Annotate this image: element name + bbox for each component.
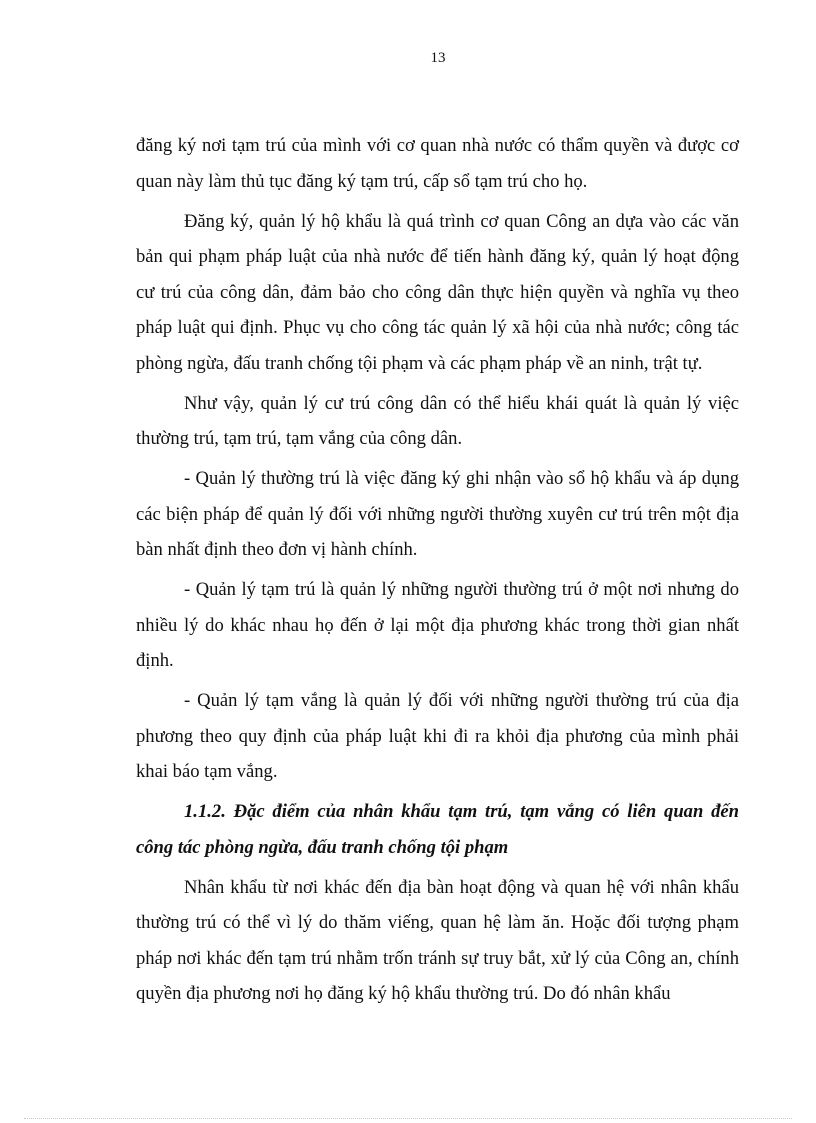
section-heading: 1.1.2. Đặc điểm của nhân khẩu tạm trú, tạm vắng có liên quan đến công tác phòng ngừa, đấu tranh chống tội phạm [136, 801, 739, 858]
paragraph-characteristics: Nhân khẩu từ nơi khác đến địa bàn hoạt động và quan hệ với nhân khẩu thường trú có thể vì lý do thăm viếng, quan hệ làm ăn. Hoặc đối tượng phạm pháp nơi khác đến tạm trú nhằm trốn tránh sự truy bắt, xử lý của Công an, chính quyền địa phương nơi họ đăng ký hộ khẩu thường trú. Do đó nhân khẩu [136, 876, 739, 1004]
page-body [136, 128, 739, 1016]
paragraph-residence-management: Như vậy, quản lý cư trú công dân có thể hiểu khái quát là quản lý việc thường trú, tạm trú, tạm vắng của công dân. [136, 392, 739, 449]
paragraph-household-registration: Đăng ký, quản lý hộ khẩu là quá trình cơ quan Công an dựa vào các văn bản qui phạm pháp luật của nhà nước để tiến hành đăng ký, quản lý hoạt động cư trú của công dân, đảm bảo cho công dân thực hiện quyền và nghĩa vụ theo pháp luật qui định. Phục vụ cho công tác quản lý xã hội của nhà nước; công tác phòng ngừa, đấu tranh chống tội phạm và các phạm pháp về an ninh, trật tự. [136, 210, 739, 374]
paragraph-continuation: đăng ký nơi tạm trú của mình với cơ quan nhà nước có thẩm quyền và được cơ quan này làm thủ tục đăng ký tạm trú, cấp sổ tạm trú cho họ. [136, 135, 739, 192]
paragraph-temporary-residence: - Quản lý tạm trú là quản lý những người thường trú ở một nơi nhưng do nhiều lý do khác nhau họ đến ở lại một địa phương khác trong thời gian nhất định. [136, 579, 739, 671]
page-bottom-divider [24, 1118, 792, 1119]
paragraph-permanent-residence: - Quản lý thường trú là việc đăng ký ghi nhận vào sổ hộ khẩu và áp dụng các biện pháp để quản lý đối với những người thường xuyên cư trú trên một địa bàn nhất định theo đơn vị hành chính. [136, 468, 739, 560]
page-number: 13 [430, 50, 446, 66]
paragraph-temporary-absence: - Quản lý tạm vắng là quản lý đối với những người thường trú của địa phương theo quy định của pháp luật khi đi ra khỏi địa phương của mình phải khai báo tạm vắng. [136, 690, 739, 782]
